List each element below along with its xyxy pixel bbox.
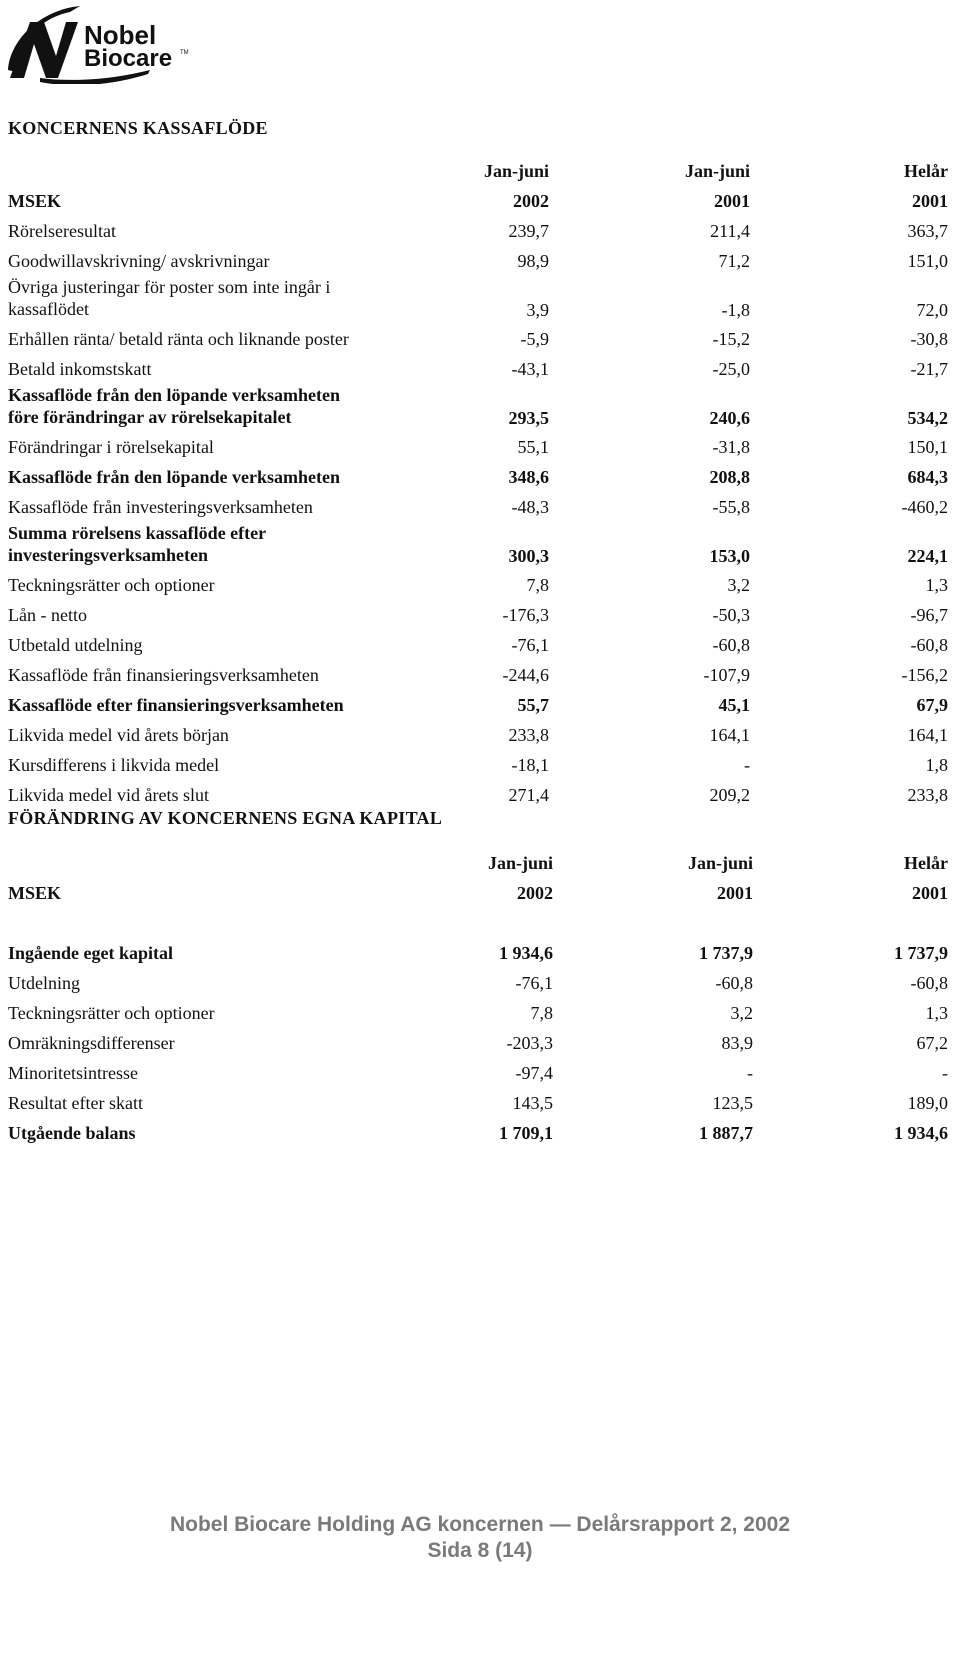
row-value: -460,2	[901, 497, 948, 517]
table-row	[8, 750, 952, 780]
row-value: 3,2	[730, 1003, 753, 1023]
row-label-line: Likvida medel vid årets slut	[8, 785, 209, 805]
row-value: -5,9	[520, 329, 549, 349]
row-label	[8, 942, 173, 964]
table-row	[8, 432, 952, 462]
row-value: -60,8	[715, 973, 753, 993]
row-label	[8, 1122, 136, 1144]
table-row	[8, 968, 952, 998]
row-label-line: Summa rörelsens kassaflöde efter	[8, 523, 267, 543]
row-label	[8, 220, 116, 242]
table-row	[8, 690, 952, 720]
row-value: -	[942, 1063, 948, 1083]
row-value: -107,9	[703, 665, 750, 685]
column-header-period: Jan-juni	[483, 161, 549, 181]
row-label	[8, 436, 214, 458]
equity-table	[8, 848, 952, 1148]
row-value: 164,1	[709, 725, 750, 745]
row-value: -76,1	[515, 973, 553, 993]
row-value: -203,3	[506, 1033, 553, 1053]
table-row	[8, 600, 952, 630]
row-value: 151,0	[907, 251, 948, 271]
row-value: 534,2	[907, 408, 948, 428]
row-label	[8, 496, 313, 518]
row-value: 211,4	[710, 221, 750, 241]
table-row	[8, 324, 952, 354]
row-label	[8, 1062, 138, 1084]
row-label-line: Betald inkomstskatt	[8, 359, 152, 379]
row-value: 233,8	[508, 725, 549, 745]
row-label-line: investeringsverksamheten	[8, 545, 208, 565]
table-row	[8, 246, 952, 276]
row-label	[8, 784, 209, 806]
row-value: -48,3	[511, 497, 549, 517]
row-label-line: Kassaflöde efter finansieringsverksamheten	[8, 695, 344, 715]
nobel-biocare-logo	[0, 0, 200, 84]
table-row	[8, 276, 952, 324]
row-label-line: Kassaflöde från investeringsverksamheten	[8, 497, 313, 517]
row-label	[8, 250, 269, 272]
row-value: 1 934,6	[894, 1123, 948, 1143]
table-row	[8, 570, 952, 600]
row-label-line: Teckningsrätter och optioner	[8, 1003, 215, 1023]
row-value: 1 887,7	[699, 1123, 753, 1143]
row-value: 348,6	[508, 467, 549, 487]
row-label	[8, 384, 340, 428]
row-value: -50,3	[712, 605, 750, 625]
row-label-line: Kursdifferens i likvida medel	[8, 755, 220, 775]
row-label-line: Goodwillavskrivning/ avskrivningar	[8, 251, 270, 271]
row-value: 271,4	[508, 785, 549, 805]
cashflow-table	[8, 156, 952, 810]
column-header-year: 2002	[517, 883, 553, 903]
column-header-period: Helår	[904, 853, 948, 873]
row-value: -60,8	[910, 635, 948, 655]
row-value: 224,1	[907, 546, 948, 566]
row-label-line: Erhållen ränta/ betald ränta och liknande poster	[8, 329, 349, 349]
row-value: -176,3	[502, 605, 549, 625]
row-value: 293,5	[508, 408, 549, 428]
row-value: 7,8	[526, 575, 549, 595]
row-value: -156,2	[901, 665, 948, 685]
table-row	[8, 660, 952, 690]
row-value: 208,8	[709, 467, 750, 487]
table-row	[8, 938, 952, 968]
row-value: -244,6	[502, 665, 549, 685]
row-value: 7,8	[530, 1003, 553, 1023]
row-value: 1,3	[925, 1003, 948, 1023]
logo-n-mark	[10, 22, 78, 78]
logo-text-line2: Biocare	[84, 45, 173, 72]
column-header-period: Helår	[904, 161, 948, 181]
row-value: -21,7	[910, 359, 948, 379]
table-row	[8, 462, 952, 492]
row-label	[8, 358, 152, 380]
column-header-period: Jan-juni	[487, 853, 553, 873]
unit-label: MSEK	[8, 191, 62, 211]
row-value: 300,3	[508, 546, 549, 566]
equity-header-row1	[8, 848, 952, 878]
row-label-line: Likvida medel vid årets början	[8, 725, 229, 745]
row-label	[8, 664, 319, 686]
row-label-line: Resultat efter skatt	[8, 1093, 143, 1113]
row-value: 1 934,6	[499, 943, 553, 963]
cashflow-header-row2	[8, 186, 952, 216]
table-row	[8, 1058, 952, 1088]
cashflow-title: KONCERNENS KASSAFLÖDE	[8, 118, 268, 138]
row-value: 363,7	[907, 221, 948, 241]
row-label	[8, 694, 344, 716]
row-label	[8, 634, 142, 656]
row-value: 67,2	[916, 1033, 948, 1053]
row-label	[8, 1032, 175, 1054]
row-value: 240,6	[709, 408, 750, 428]
table-row	[8, 720, 952, 750]
cashflow-rows	[8, 216, 952, 810]
unit-label: MSEK	[8, 883, 62, 903]
row-value: 55,1	[517, 437, 549, 457]
row-label	[8, 724, 229, 746]
row-value: 1,8	[925, 755, 948, 775]
page-footer	[0, 1512, 960, 1564]
equity-header-row2	[8, 878, 952, 908]
logo-trademark: TM	[180, 50, 189, 56]
row-label-line: Utgående balans	[8, 1123, 136, 1143]
row-value: -96,7	[910, 605, 948, 625]
row-value: -25,0	[712, 359, 750, 379]
row-label-line: Kassaflöde från den löpande verksamheten	[8, 385, 341, 405]
row-label-line: Förändringar i rörelsekapital	[8, 437, 214, 457]
row-label	[8, 466, 340, 488]
row-value: 45,1	[718, 695, 750, 715]
row-value: 3,9	[526, 300, 549, 320]
table-row	[8, 780, 952, 810]
column-header-period: Jan-juni	[687, 853, 753, 873]
table-row	[8, 216, 952, 246]
row-value: -	[747, 1063, 753, 1083]
table-row	[8, 1118, 952, 1148]
row-value: -31,8	[712, 437, 750, 457]
column-header-year: 2001	[714, 191, 750, 211]
row-value: -15,2	[712, 329, 750, 349]
row-label	[8, 1002, 215, 1024]
row-value: -55,8	[712, 497, 750, 517]
row-value: 83,9	[721, 1033, 753, 1053]
row-value: -30,8	[910, 329, 948, 349]
column-header-period: Jan-juni	[684, 161, 750, 181]
row-label	[8, 328, 349, 350]
column-header-year: 2002	[513, 191, 549, 211]
row-value: 123,5	[712, 1093, 753, 1113]
row-value: 143,5	[512, 1093, 553, 1113]
row-label	[8, 1092, 143, 1114]
row-value: 1 737,9	[699, 943, 753, 963]
table-row	[8, 1088, 952, 1118]
table-row	[8, 522, 952, 570]
column-header-year: 2001	[717, 883, 753, 903]
row-label	[8, 276, 330, 320]
row-value: 71,2	[718, 251, 750, 271]
row-value: 1 737,9	[894, 943, 948, 963]
footer-page-number: Sida 8 (14)	[427, 1539, 533, 1562]
row-value: -18,1	[511, 755, 549, 775]
row-value: 3,2	[727, 575, 750, 595]
row-value: 233,8	[907, 785, 948, 805]
row-label-line: Kassaflöde från finansieringsverksamheten	[8, 665, 319, 685]
equity-rows	[8, 938, 952, 1148]
row-value: 209,2	[709, 785, 750, 805]
table-row	[8, 384, 952, 432]
row-label-line: före förändringar av rörelsekapitalet	[8, 407, 292, 427]
table-row	[8, 998, 952, 1028]
row-value: 1,3	[925, 575, 948, 595]
row-value: -43,1	[511, 359, 549, 379]
row-value: 239,7	[508, 221, 549, 241]
table-row	[8, 1028, 952, 1058]
row-label-line: Rörelseresultat	[8, 221, 116, 241]
footer-report-title: Nobel Biocare Holding AG koncernen — Delårsrapport 2, 2002	[169, 1513, 791, 1536]
row-label	[8, 574, 215, 596]
column-header-year: 2001	[912, 883, 948, 903]
row-label-line: Minoritetsintresse	[8, 1063, 138, 1083]
row-label	[8, 754, 219, 776]
column-header-year: 2001	[912, 191, 948, 211]
cashflow-header-row1	[8, 156, 952, 186]
row-value: -	[744, 755, 750, 775]
row-value: 150,1	[907, 437, 948, 457]
spacer	[8, 908, 952, 938]
row-label-line: Övriga justeringar för poster som inte ingår i	[8, 277, 331, 297]
row-value: 55,7	[517, 695, 549, 715]
equity-title: FÖRÄNDRING AV KONCERNENS EGNA KAPITAL	[8, 808, 443, 828]
row-label-line: Teckningsrätter och optioner	[8, 575, 215, 595]
row-value: -1,8	[721, 300, 750, 320]
row-label-line: Kassaflöde från den löpande verksamheten	[8, 467, 341, 487]
row-value: -60,8	[712, 635, 750, 655]
row-value: -60,8	[910, 973, 948, 993]
row-label-line: Ingående eget kapital	[8, 943, 174, 963]
row-label	[8, 604, 87, 626]
row-label-line: Utbetald utdelning	[8, 635, 143, 655]
row-label-line: Utdelning	[8, 973, 80, 993]
row-label-line: Lån - netto	[8, 605, 87, 625]
row-value: 1 709,1	[499, 1123, 553, 1143]
row-value: 72,0	[916, 300, 948, 320]
table-row	[8, 354, 952, 384]
row-label	[8, 522, 266, 566]
row-value: 684,3	[907, 467, 948, 487]
table-row	[8, 630, 952, 660]
row-value: 153,0	[709, 546, 750, 566]
row-value: 189,0	[907, 1093, 948, 1113]
table-row	[8, 492, 952, 522]
logo-text-line1: Nobel	[84, 20, 157, 50]
row-label	[8, 972, 80, 994]
row-value: -97,4	[515, 1063, 553, 1083]
row-value: 67,9	[916, 695, 948, 715]
row-label-line: kassaflödet	[8, 299, 89, 319]
row-value: -76,1	[511, 635, 549, 655]
row-value: 164,1	[907, 725, 948, 745]
row-value: 98,9	[517, 251, 549, 271]
row-label-line: Omräkningsdifferenser	[8, 1033, 175, 1053]
